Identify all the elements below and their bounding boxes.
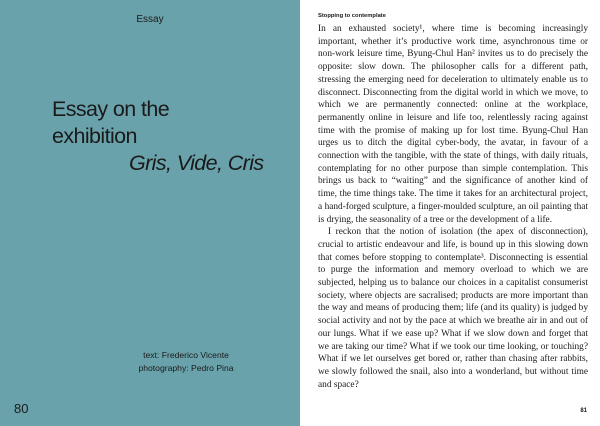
- essay-paragraph-1: In an exhausted society¹, where time is becoming increasingly important, whether it’s productive work time, asynchronous time or non-work leisure time, Byung-Chul Han² invites us to do precisely the opposite: slow down. The philosopher calls for a different path, stressing the emerging need for deceleration to ultimately enable us to disconnect. Disconnecting from the digital world in which we move, to which we are permanently connected: online at the workplace, permanently online in leisure and life too, relentlessly racing against time with the promise of making up for lost time. Byung-Chul Han urges us to ditch the digital cyber-body, the avatar, in favour of a connection with the tangible, with the state of things, with daily rituals, contemplating for no other purpose than simple contemplation. This brings us back to “waiting” and the significance of another kind of time, the time things take. The time it takes for an architectural project, a hand-forged sculpture, a finger-moulded sculpture, an oil painting that is drying, the seasonality of a tree or the development of a life.: [318, 24, 588, 225]
- article-title: [52, 96, 292, 177]
- running-head: Stopping to contemplate: [318, 13, 386, 19]
- credit-text-author: text: Frederico Vicente: [143, 350, 229, 360]
- credit-photographer: photography: Pedro Pina: [138, 362, 234, 373]
- exhibition-name: Gris, Vide, Cris: [129, 151, 264, 175]
- page-number-right: 81: [580, 408, 587, 414]
- section-label: Essay: [136, 14, 164, 25]
- page-number-left: 80: [14, 401, 29, 416]
- title-line-2: exhibition: [52, 124, 137, 148]
- essay-paragraph-2: I reckon that the notion of isolation (the apex of disconnection), crucial to artistic endeavour and life, is bound up in this slowing down that comes before stopping to contemplate³. Disconnecting is essential to purge the information and memory overload to which we are subjected, helping us to balance our choices in a capitalist consumerist society, where objects are sacralised; products are more important than the way and means of producing them; life (and its quality) is judged by social activity and not by the pace at which we breathe air in and out of our lungs. What if we ease up? What if we slow down and forget that we are taking our time? What if we took our time looking, or touching? What if we let ourselves get bored or, rather than chasing after rabbits, we slowly followed the snail, also into a wonderland, but without time and space?: [318, 227, 588, 390]
- essay-body: [318, 23, 588, 391]
- credits: [96, 349, 276, 374]
- title-line-1: Essay on the: [52, 97, 170, 121]
